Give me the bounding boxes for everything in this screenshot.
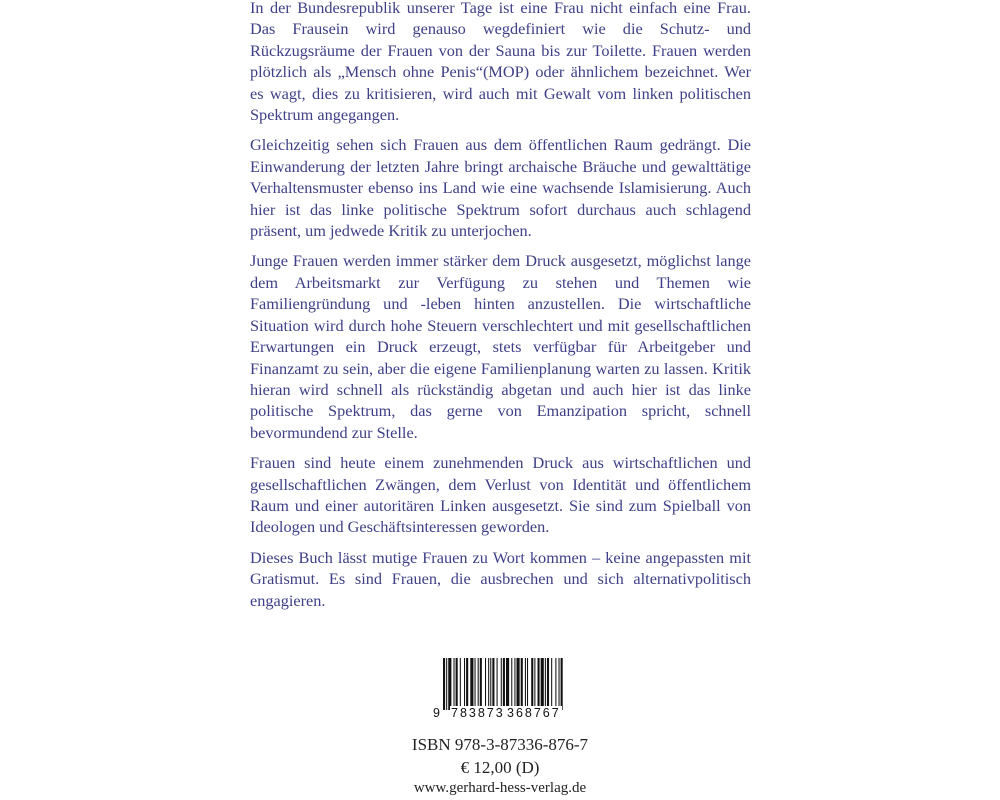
barcode-bar [559,658,560,710]
blurb-paragraph-1: In der Bundesrepublik unserer Tage ist eine Frau nicht einfach eine Frau. Das Frausein wird genauso wegdefiniert wie die Schutz- und Rückzugsräume der Frauen von der Sauna bis zur Toilette. Frauen werden plötzlich als „Mensch ohne Penis“(MOP) oder ähnlichem bezeichnet. Wer es wagt, dies zu kritisieren, wird auch mit Gewalt vom linken politischen Spektrum angegangen. [250,0,751,125]
barcode-bar [446,658,447,710]
barcode-bar [534,658,535,710]
barcode-bar [497,658,498,710]
barcode-bars [432,658,563,710]
isbn-number: ISBN 978-3-87336-876-7 [411,735,589,754]
barcode-bar [492,658,494,710]
blurb-paragraph-3: Junge Frauen werden immer stärker dem Druck ausgesetzt, möglichst lange dem Arbeitsmarkt zur Verfügung zu stehen und Themen wie Familiengründung und -leben hinten anzustellen. Die wirtschaftliche Situation wird durch hohe Steuern verschlechtert und mit gesellschaftlichen Erwartungen ein Druck erzeugt, stets verfügbar für Arbeitgeber und Finanzamt zu sein, aber die eigene Familienplanung warten zu lassen. Kritik hieran wird schnell als rückständig abgetan und auch hier ist das linke politische Spektrum, das gerne von Emanzipation spricht, schnell bevormundend zur Stelle. [250,251,751,442]
barcode-bar [531,658,533,710]
barcode-bar [503,658,505,710]
barcode-bar [501,658,502,710]
barcode-lead-digit: 9 [433,706,440,720]
barcode-bar [538,658,540,710]
barcode-bar [545,658,546,710]
barcode-left-digits: 783873 [451,706,505,720]
barcode-bar [561,658,563,710]
barcode-bar [448,658,451,710]
barcode-bar [527,658,528,710]
barcode-bar [525,658,526,710]
barcode-bar [480,658,482,710]
barcode-bar [443,658,445,710]
barcode-bar [466,658,468,710]
blurb-paragraph-4: Frauen sind heute einem zunehmenden Druck aus wirtschaftlichen und gesellschaftlichen Zwängen, dem Verlust von Identität und öffentlichem Raum und einer autoritären Linken ausgesetzt. Sie sind zum Spielball von Ideologen und Geschäftsinteressen geworden. [250,453,751,537]
barcode-bar [475,658,476,710]
barcode-bar [555,658,556,710]
barcode-bar [490,658,491,710]
barcode-digits [432,706,563,720]
barcode-bar [541,658,544,710]
barcode-bar [460,658,461,710]
barcode-bar [517,658,520,710]
blurb-paragraph-5: Dieses Buch lässt mutige Frauen zu Wort kommen – keine angepassten mit Gratismut. Es sind Frauen, die ausbrechen und sich alternativpolitisch engagieren. [250,547,751,610]
barcode-bar [521,658,523,710]
barcode-bar [464,658,465,710]
back-cover-blurb [250,0,751,620]
price: € 12,00 (D) [460,758,540,777]
isbn-barcode [432,658,563,721]
barcode-bar [514,658,515,710]
barcode-bar [454,658,455,710]
barcode-bar [456,658,458,710]
barcode-bar [488,658,489,710]
barcode-right-digits: 368767 [507,706,561,720]
barcode-bar [478,658,479,710]
barcode-bar [506,658,509,710]
barcode-bar [485,658,486,710]
blurb-paragraph-2: Gleichzeitig sehen sich Frauen aus dem öffentlichen Raum gedrängt. Die Einwanderung der letzten Jahre bringt archaische Bräuche und gewalttätige Verhaltensmuster ebenso ins Land wie eine wachsende Islamisierung. Auch hier ist das linke politische Spektrum sofort durchaus auch schlagend präsent, um jedwede Kritik zu unterjochen. [250,135,751,241]
publisher-website: www.gerhard-hess-verlag.de [413,780,587,796]
barcode-bar [551,658,552,710]
barcode-bar [547,658,549,710]
barcode-bar [470,658,473,710]
barcode-bar [511,658,512,710]
